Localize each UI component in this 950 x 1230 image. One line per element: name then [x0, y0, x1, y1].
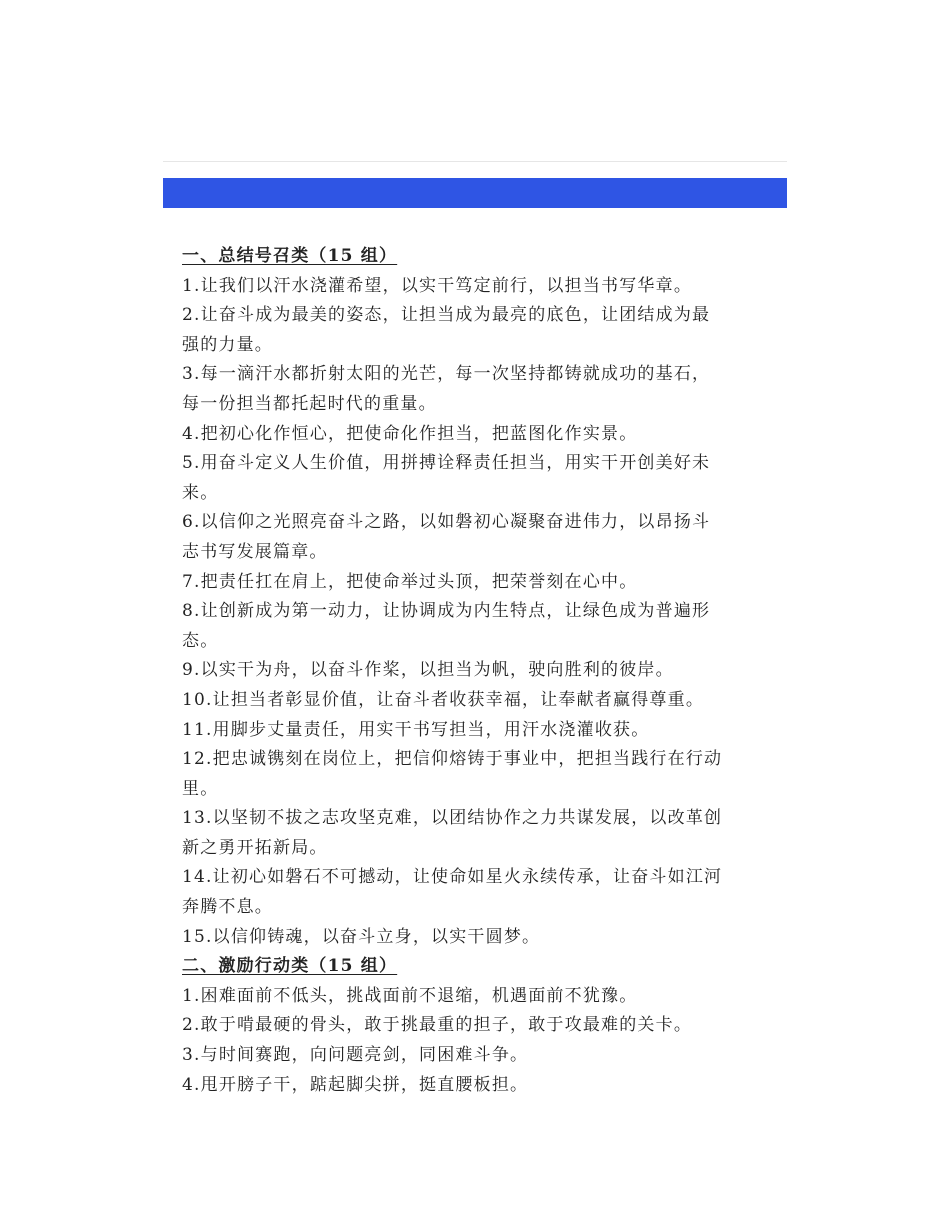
text-line: 5.用奋斗定义人生价值，用拼搏诠释责任担当，用实干开创美好未 [182, 453, 711, 474]
text-line: 2.敢于啃最硬的骨头，敢于挑最重的担子，敢于攻最难的关卡。 [182, 1015, 693, 1036]
blue-header-banner [163, 178, 787, 208]
text-line: 来。 [182, 482, 219, 503]
text-line: 1.让我们以汗水浇灌希望，以实干笃定前行，以担当书写华章。 [182, 275, 693, 296]
text-line: 10.让担当者彰显价值，让奋斗者收获幸福，让奉献者赢得尊重。 [182, 689, 705, 710]
text-line: 12.把忠诚镌刻在岗位上，把信仰熔铸于事业中，把担当践行在行动 [182, 749, 723, 770]
text-line: 态。 [182, 630, 219, 651]
text-line: 13.以坚韧不拔之志攻坚克难，以团结协作之力共谋发展，以改革创 [182, 808, 723, 829]
text-line: 6.以信仰之光照亮奋斗之路，以如磐初心凝聚奋进伟力，以昂扬斗 [182, 512, 711, 533]
text-line: 15.以信仰铸魂，以奋斗立身，以实干圆梦。 [182, 926, 541, 947]
text-line: 4.甩开膀子干，踮起脚尖拼，挺直腰板担。 [182, 1074, 529, 1095]
section-heading: 二、激励行动类（15 组） [182, 956, 398, 977]
section-heading: 一、总结号召类（15 组） [182, 246, 398, 266]
text-line: 志书写发展篇章。 [182, 541, 328, 562]
text-line: 7.把责任扛在肩上，把使命举过头顶，把荣誉刻在心中。 [182, 571, 638, 592]
text-line: 3.每一滴汗水都折射太阳的光芒，每一次坚持都铸就成功的基石， [182, 364, 711, 385]
text-line: 奔腾不息。 [182, 897, 273, 918]
text-line: 强的力量。 [182, 334, 273, 355]
text-line: 1.困难面前不低头，挑战面前不退缩，机遇面前不犹豫。 [182, 985, 638, 1006]
text-line: 9.以实干为舟，以奋斗作桨，以担当为帆，驶向胜利的彼岸。 [182, 660, 674, 681]
text-line: 2.让奋斗成为最美的姿态，让担当成为最亮的底色，让团结成为最 [182, 305, 711, 326]
text-line: 3.与时间赛跑，向问题亮剑，同困难斗争。 [182, 1045, 529, 1066]
text-line: 里。 [182, 778, 219, 799]
text-line: 每一份担当都托起时代的重量。 [182, 393, 437, 414]
text-line: 8.让创新成为第一动力，让协调成为内生特点，让绿色成为普遍形 [182, 601, 711, 622]
text-line: 14.让初心如磐石不可撼动，让使命如星火永续传承，让奋斗如江河 [182, 867, 723, 888]
document-body [182, 242, 772, 1100]
text-line: 4.把初心化作恒心，把使命化作担当，把蓝图化作实景。 [182, 423, 638, 444]
top-divider [163, 161, 787, 162]
text-line: 新之勇开拓新局。 [182, 837, 328, 858]
text-line: 11.用脚步丈量责任，用实干书写担当，用汗水浇灌收获。 [182, 719, 650, 740]
